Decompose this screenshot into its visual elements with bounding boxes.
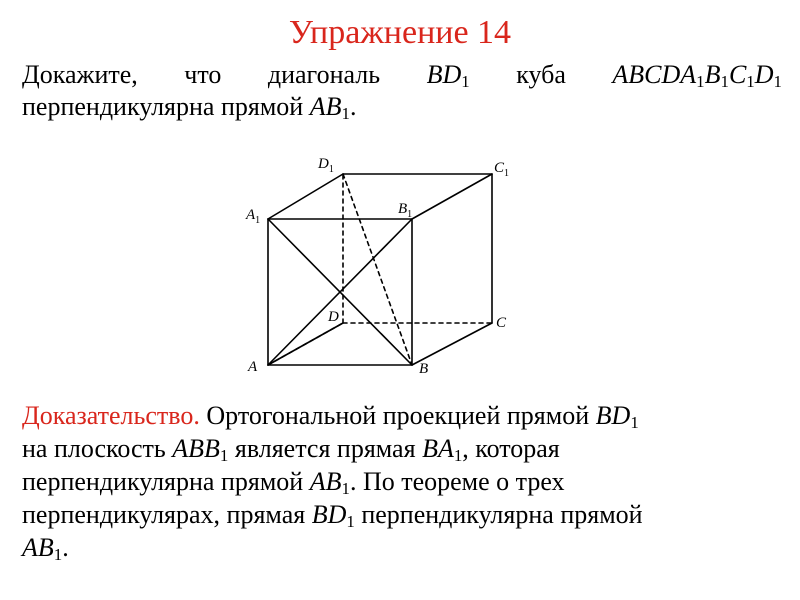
problem-line-2 <box>22 91 782 123</box>
word-prove: Докажите, <box>22 60 138 89</box>
vertex-label-b1: $B_1$ <box>398 201 413 220</box>
edge-bc <box>412 323 492 365</box>
vertex-label-c: C <box>496 315 507 331</box>
proof-line-4: перпендикулярах, прямая $BD_1$ перпендикулярна прямой <box>22 500 643 532</box>
cube-figure <box>230 155 530 388</box>
line-ab1: $AB_1$ <box>309 92 350 124</box>
proof-line-2: на плоскость $ABB_1$ является прямая $BA_1$, которая <box>22 434 560 466</box>
cube-name: $ABCDA_1B_1C_1D_1$ <box>612 60 782 92</box>
problem-line-2-text: перпендикулярна прямой <box>22 92 310 121</box>
problem-end-punct: . <box>349 92 357 121</box>
edge-a1d1 <box>268 174 343 219</box>
problem-line-1 <box>22 59 782 91</box>
projection-ad <box>268 323 343 365</box>
vertex-label-a1: $A_1$ <box>246 207 261 226</box>
proof-text <box>22 399 782 564</box>
edge-b1c1 <box>412 174 492 219</box>
proof-line-3: перпендикулярна прямой $AB_1$. По теореме о трех <box>22 467 565 499</box>
proof-line-5: $AB_1$. <box>22 533 69 565</box>
vertex-label-c1: $C_1$ <box>494 160 510 179</box>
word-diagonal: диагональ <box>267 60 381 89</box>
problem-statement <box>22 59 782 123</box>
vertex-label-d1: $D_1$ <box>318 156 334 175</box>
cube-diagram <box>230 155 530 383</box>
proof-label: Доказательство. <box>22 401 200 430</box>
vertex-label-a: A <box>248 359 258 375</box>
proof-line-1: Доказательство. Ортогональной проекцией прямой $BD_1$ <box>22 401 639 433</box>
word-that: что <box>184 60 222 89</box>
vertex-label-d: D <box>328 309 339 325</box>
vertex-label-b: B <box>419 361 429 377</box>
diagonal-bd1: $BD_1$ <box>426 60 470 92</box>
exercise-title: Упражнение 14 <box>288 14 512 51</box>
word-cube: куба <box>516 60 566 89</box>
